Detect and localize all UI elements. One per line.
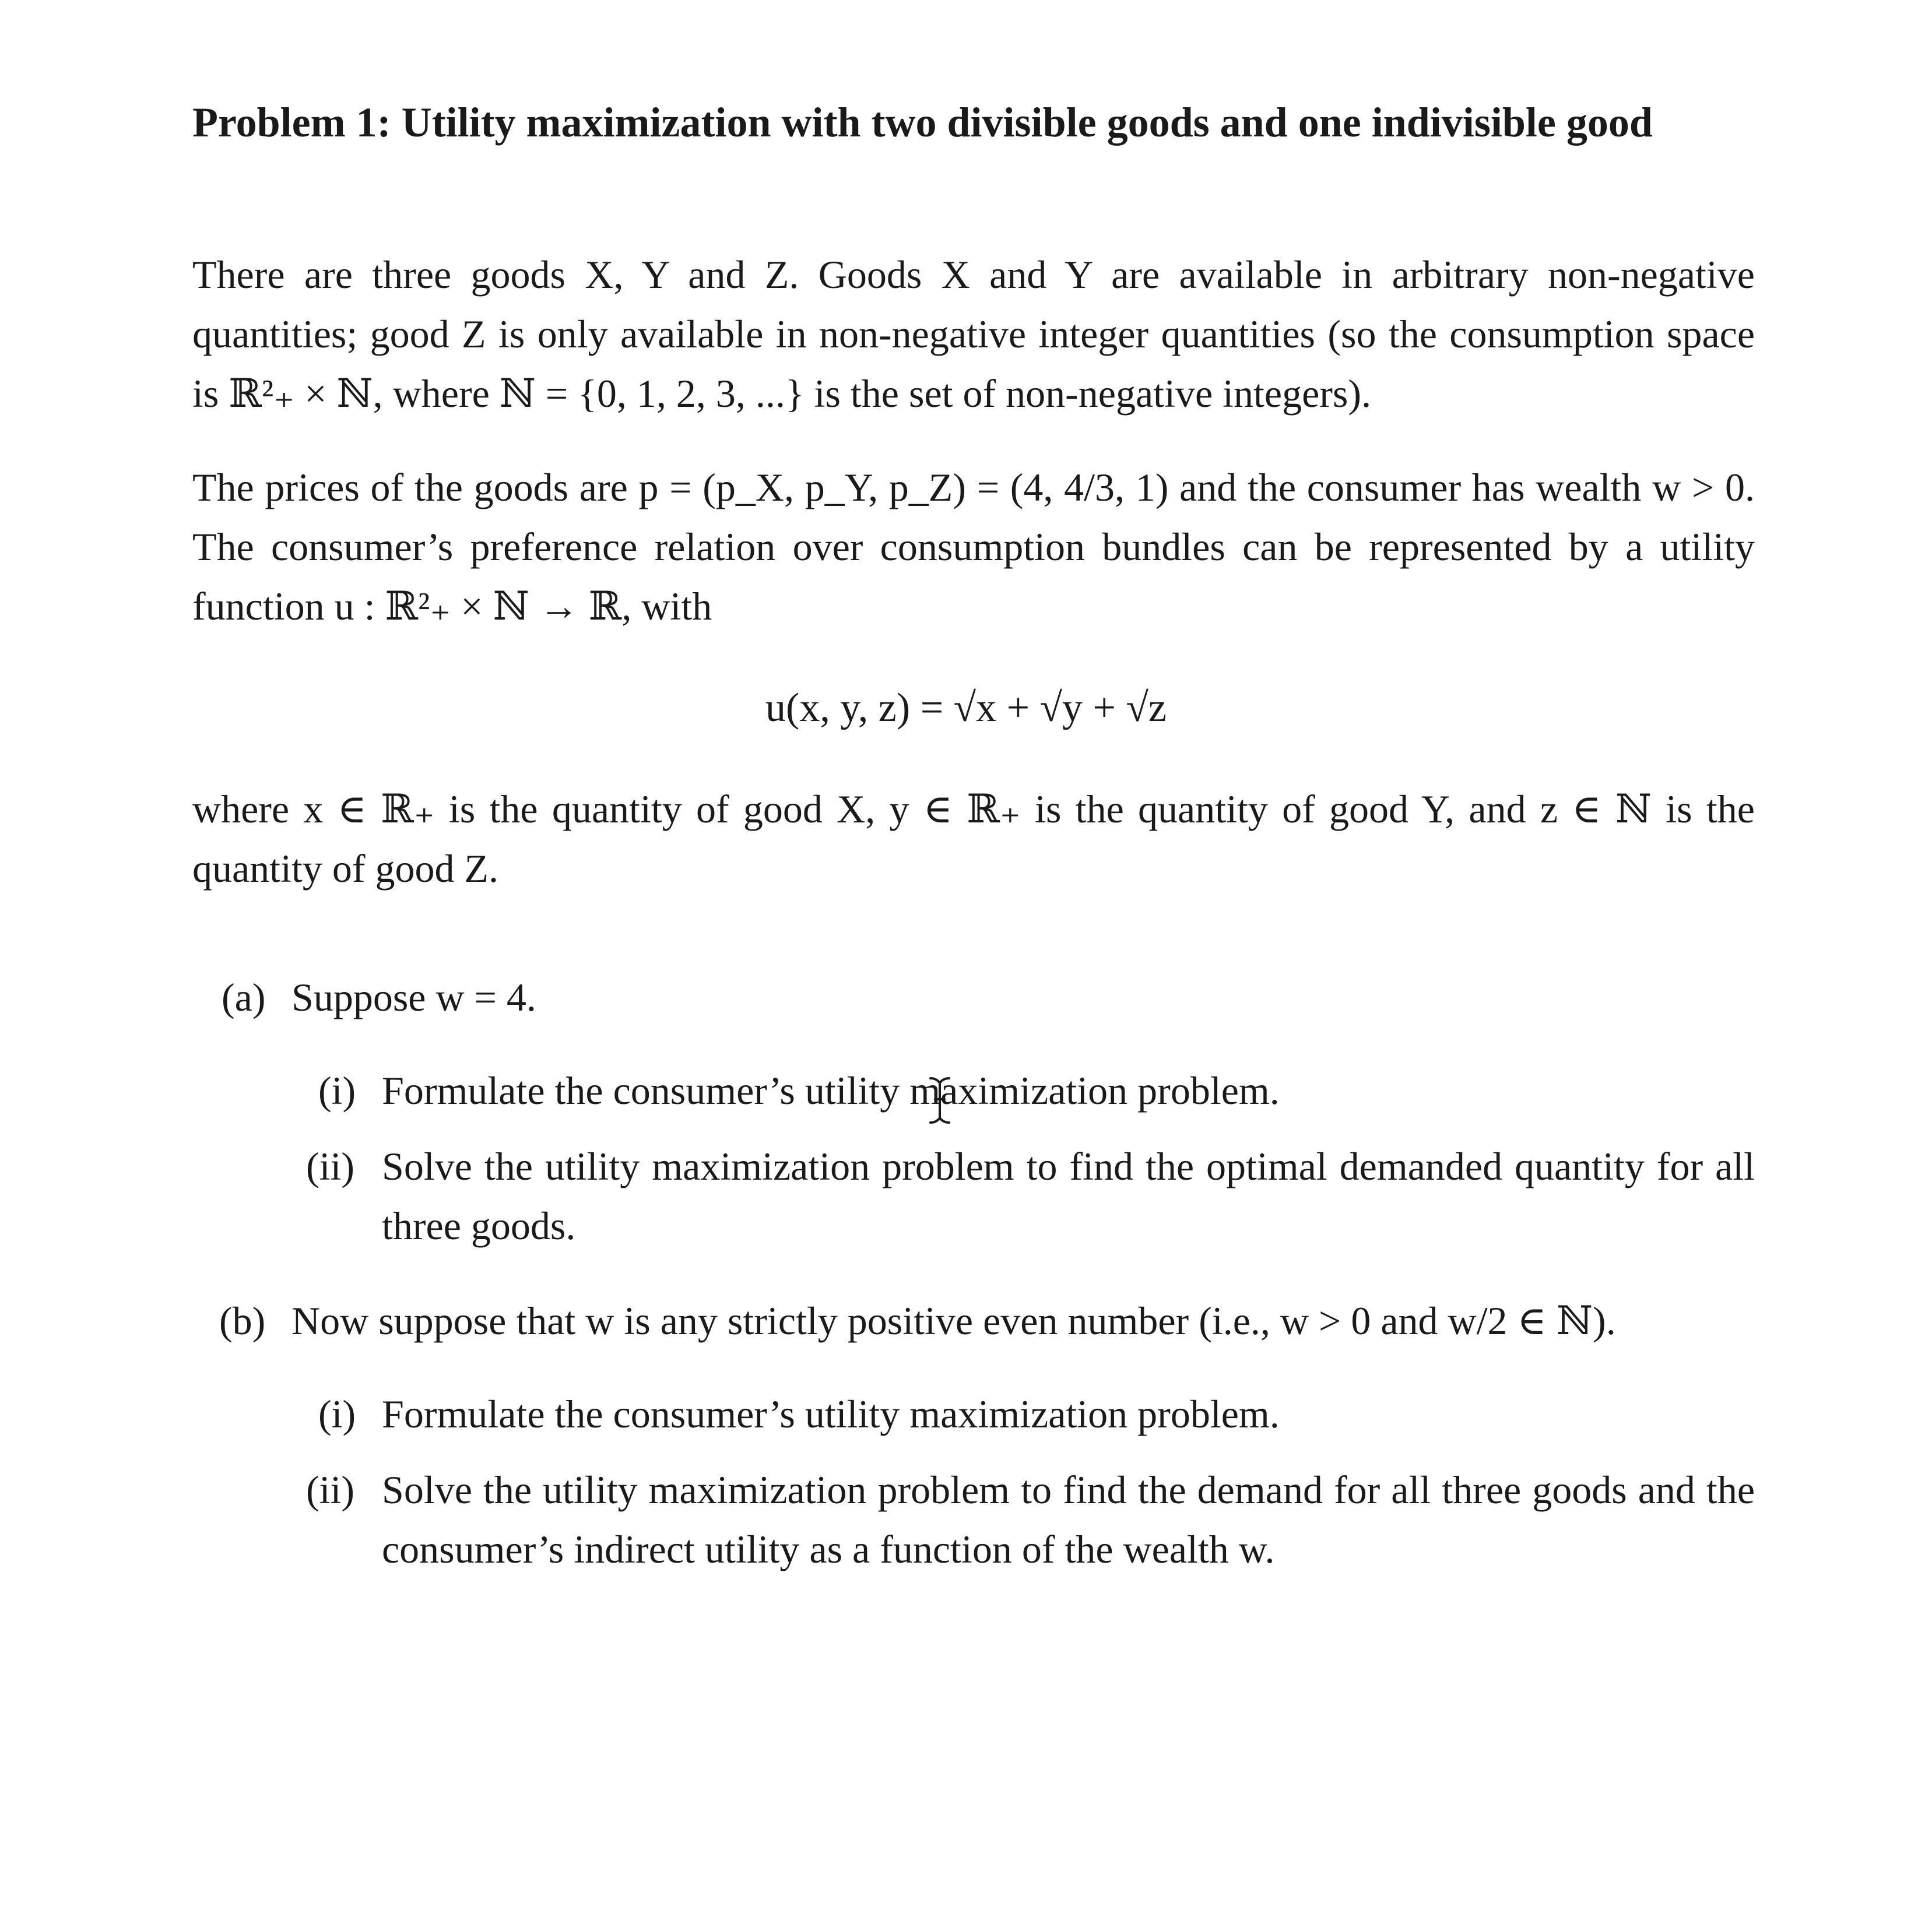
part-b-i-label: (i) — [318, 1392, 356, 1436]
part-b-ii-text: Solve the utility maximization problem to find the demand for all three goods and the consumer’s indirect utility as a function of the wealth w. — [382, 1468, 1755, 1571]
part-a-ii-label: (ii) — [306, 1144, 355, 1188]
text-cursor-icon — [927, 1076, 953, 1125]
utility-equation: u(x, y, z) = √x + √y + √z — [765, 685, 1167, 730]
part-a-label: (a) — [222, 975, 266, 1019]
paragraph-prices: The prices of the goods are p = (p_X, p_Y, p_Z) = (4, 4/3, 1) and the consumer has wealth w > 0. The consumer’s preference relation over consumption bundles can be represented by a utility function u : ℝ²₊ × ℕ → ℝ, with — [192, 465, 1755, 628]
part-a-ii-text: Solve the utility maximization problem to find the optimal demanded quantity for all three goods. — [382, 1144, 1755, 1248]
part-b-text: Now suppose that w is any strictly positive even number (i.e., w > 0 and w/2 ∈ ℕ). — [291, 1299, 1616, 1343]
part-a-i-text: Formulate the consumer’s utility maximization problem. — [382, 1068, 1280, 1113]
part-a-text: Suppose w = 4. — [291, 975, 536, 1019]
paragraph-goods: There are three goods X, Y and Z. Goods X and Y are available in arbitrary non-negative quantities; good Z is only available in non-negative integer quantities (so the consumption space is ℝ²₊ × ℕ, where ℕ = {0, 1, 2, 3, ...} is the set of non-negative integers). — [192, 252, 1755, 416]
part-a-i-label: (i) — [318, 1068, 356, 1113]
part-b-label: (b) — [219, 1299, 266, 1343]
paragraph-quantities: where x ∈ ℝ₊ is the quantity of good X, y ∈ ℝ₊ is the quantity of good Y, and z ∈ ℕ is the quantity of good Z. — [192, 787, 1755, 891]
problem-title: Problem 1: Utility maximization with two divisible goods and one indivisible good — [192, 99, 1653, 146]
part-b-i-text: Formulate the consumer’s utility maximization problem. — [382, 1392, 1280, 1436]
part-b-ii-label: (ii) — [306, 1468, 355, 1512]
